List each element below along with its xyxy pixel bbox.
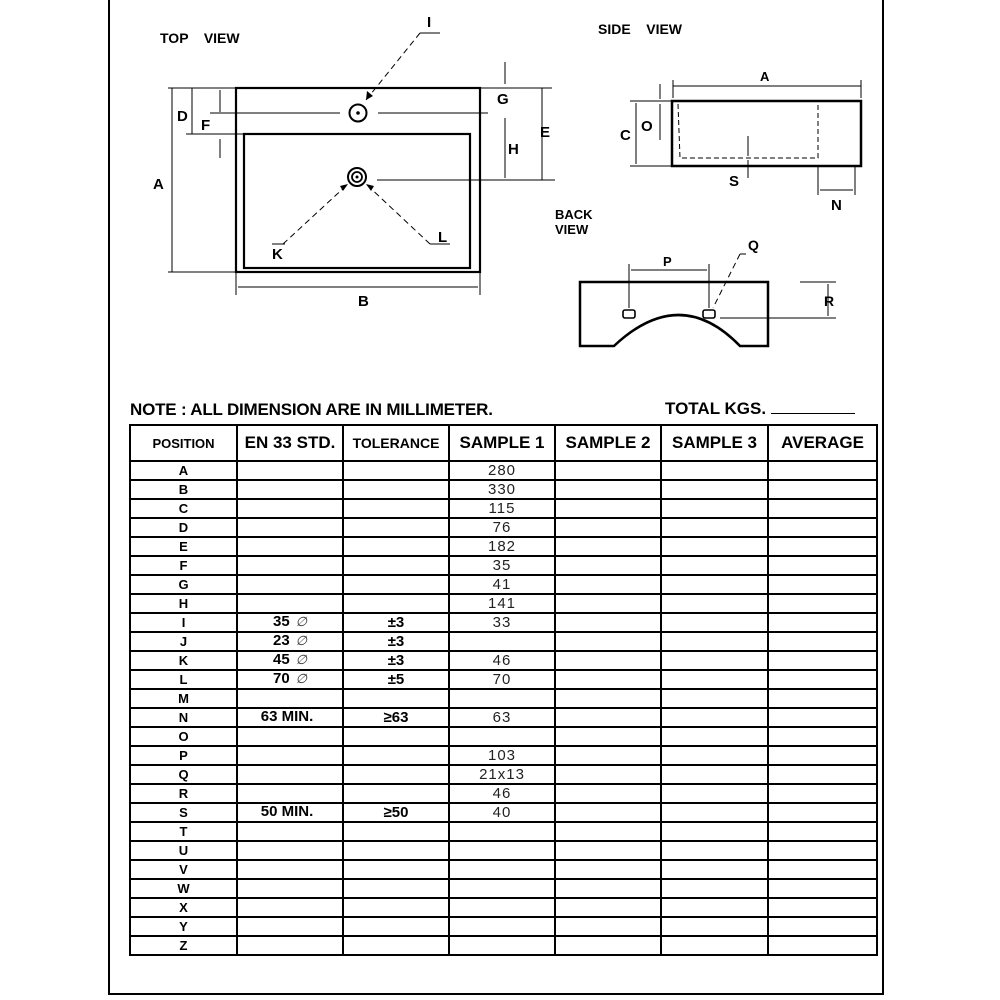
cell-average[interactable] <box>768 936 877 955</box>
cell-sample-2[interactable] <box>555 499 661 518</box>
dim-label-d: D <box>177 108 188 125</box>
cell-tolerance <box>343 765 449 784</box>
cell-sample-3[interactable] <box>661 461 768 480</box>
std-value: 63 MIN. <box>260 708 314 725</box>
cell-sample-2[interactable] <box>555 746 661 765</box>
arrowhead-k <box>340 184 348 191</box>
back-view <box>580 254 836 346</box>
cell-sample-1[interactable] <box>449 879 555 898</box>
cell-average[interactable] <box>768 613 877 632</box>
cell-average[interactable] <box>768 518 877 537</box>
cell-sample-1[interactable]: 182 <box>449 537 555 556</box>
cell-tolerance: ±5 <box>343 670 449 689</box>
cell-sample-3[interactable] <box>661 765 768 784</box>
cell-sample-2[interactable] <box>555 822 661 841</box>
top-view-dimension-lines <box>168 33 555 295</box>
cell-en33-std <box>237 765 343 784</box>
cell-sample-3[interactable] <box>661 784 768 803</box>
back-view-dimension-lines <box>629 254 836 318</box>
cell-sample-1[interactable] <box>449 632 555 651</box>
cell-en33-std <box>237 594 343 613</box>
table-row <box>130 575 877 594</box>
cell-en33-std <box>237 936 343 955</box>
cell-position: B <box>130 480 237 499</box>
total-kgs-field[interactable] <box>771 399 855 414</box>
cell-tolerance <box>343 841 449 860</box>
cell-sample-2[interactable] <box>555 670 661 689</box>
cell-en33-std <box>237 480 343 499</box>
table-row <box>130 613 877 632</box>
dim-label-a-top: A <box>153 176 164 193</box>
cell-sample-2[interactable] <box>555 594 661 613</box>
cell-sample-3[interactable] <box>661 689 768 708</box>
cell-sample-2[interactable] <box>555 613 661 632</box>
top-view-title: TOP VIEW <box>160 30 240 46</box>
cell-average[interactable] <box>768 537 877 556</box>
cell-sample-2[interactable] <box>555 651 661 670</box>
cell-average[interactable] <box>768 556 877 575</box>
cell-sample-3[interactable] <box>661 841 768 860</box>
cell-position: N <box>130 708 237 727</box>
table-row <box>130 860 877 879</box>
cell-sample-1[interactable]: 103 <box>449 746 555 765</box>
std-value: 50 MIN. <box>260 803 314 820</box>
table-row <box>130 708 877 727</box>
cell-en33-std <box>237 879 343 898</box>
std-value: 23 <box>272 632 290 649</box>
cell-sample-1[interactable]: 21x13 <box>449 765 555 784</box>
cell-sample-2[interactable] <box>555 708 661 727</box>
table-row <box>130 499 877 518</box>
cell-position: M <box>130 689 237 708</box>
cell-tolerance <box>343 879 449 898</box>
cell-average[interactable] <box>768 632 877 651</box>
cell-sample-3[interactable] <box>661 803 768 822</box>
cell-sample-2[interactable] <box>555 461 661 480</box>
table-row <box>130 480 877 499</box>
header-tolerance: TOLERANCE <box>343 425 449 461</box>
cell-en33-std <box>237 461 343 480</box>
cell-sample-3[interactable] <box>661 879 768 898</box>
cell-position: O <box>130 727 237 746</box>
cell-sample-3[interactable] <box>661 822 768 841</box>
cell-average[interactable] <box>768 917 877 936</box>
dim-label-k: K <box>272 246 283 263</box>
cell-average[interactable] <box>768 803 877 822</box>
cell-tolerance <box>343 784 449 803</box>
table-row <box>130 784 877 803</box>
dim-label-a-side: A <box>760 69 770 84</box>
cell-en33-std <box>237 537 343 556</box>
cell-average[interactable] <box>768 708 877 727</box>
header-average: AVERAGE <box>768 425 877 461</box>
cell-average[interactable] <box>768 860 877 879</box>
cell-sample-1[interactable]: 141 <box>449 594 555 613</box>
cell-position: Y <box>130 917 237 936</box>
cell-en33-std <box>237 651 343 670</box>
cell-sample-3[interactable] <box>661 480 768 499</box>
cell-sample-3[interactable] <box>661 860 768 879</box>
cell-tolerance: ≥50 <box>343 803 449 822</box>
table-row <box>130 594 877 613</box>
cell-en33-std <box>237 784 343 803</box>
header-sample-3: SAMPLE 3 <box>661 425 768 461</box>
cell-en33-std <box>237 689 343 708</box>
cell-tolerance <box>343 936 449 955</box>
back-view-title-2: VIEW <box>555 222 589 237</box>
cell-sample-1[interactable]: 115 <box>449 499 555 518</box>
cell-sample-3[interactable] <box>661 537 768 556</box>
cell-sample-2[interactable] <box>555 689 661 708</box>
cell-position: W <box>130 879 237 898</box>
cell-position: K <box>130 651 237 670</box>
cell-tolerance: ≥63 <box>343 708 449 727</box>
cell-sample-2[interactable] <box>555 879 661 898</box>
cell-sample-1[interactable]: 76 <box>449 518 555 537</box>
cell-position: V <box>130 860 237 879</box>
cell-sample-1[interactable] <box>449 689 555 708</box>
table-row <box>130 537 877 556</box>
header-sample-2: SAMPLE 2 <box>555 425 661 461</box>
dim-label-f: F <box>201 117 211 134</box>
cell-average[interactable] <box>768 841 877 860</box>
cell-sample-1[interactable]: 330 <box>449 480 555 499</box>
waste-outlet-center <box>356 176 359 179</box>
cell-sample-2[interactable] <box>555 784 661 803</box>
cell-average[interactable] <box>768 670 877 689</box>
dim-label-p: P <box>663 254 672 269</box>
cell-sample-2[interactable] <box>555 898 661 917</box>
cell-tolerance: ±3 <box>343 613 449 632</box>
cell-sample-1[interactable]: 63 <box>449 708 555 727</box>
table-row <box>130 822 877 841</box>
cell-tolerance <box>343 537 449 556</box>
cell-average[interactable] <box>768 689 877 708</box>
cell-sample-3[interactable] <box>661 613 768 632</box>
cell-en33-std <box>237 727 343 746</box>
cell-tolerance <box>343 556 449 575</box>
cell-position: I <box>130 613 237 632</box>
arrowhead-i <box>366 91 373 100</box>
cell-tolerance: ±3 <box>343 651 449 670</box>
cell-tolerance <box>343 461 449 480</box>
cell-sample-3[interactable] <box>661 670 768 689</box>
note-dimensions-mm: NOTE : ALL DIMENSION ARE IN MILLIMETER. <box>130 400 493 419</box>
cell-sample-2[interactable] <box>555 765 661 784</box>
cell-average[interactable] <box>768 575 877 594</box>
cell-tolerance <box>343 860 449 879</box>
cell-en33-std <box>237 670 343 689</box>
dim-label-e: E <box>540 124 551 141</box>
cell-sample-2[interactable] <box>555 537 661 556</box>
cell-position: J <box>130 632 237 651</box>
cell-position: H <box>130 594 237 613</box>
cell-tolerance <box>343 898 449 917</box>
table-row <box>130 727 877 746</box>
cell-sample-2[interactable] <box>555 917 661 936</box>
cell-position: U <box>130 841 237 860</box>
technical-drawing <box>0 0 1000 400</box>
cell-en33-std <box>237 841 343 860</box>
cell-sample-1[interactable] <box>449 822 555 841</box>
cell-en33-std <box>237 556 343 575</box>
cell-position: T <box>130 822 237 841</box>
arrowhead-l <box>366 184 374 191</box>
cell-en33-std <box>237 632 343 651</box>
cell-average[interactable] <box>768 594 877 613</box>
cell-en33-std <box>237 898 343 917</box>
dim-label-s: S <box>729 173 740 190</box>
cell-average[interactable] <box>768 765 877 784</box>
table-row <box>130 670 877 689</box>
cell-sample-2[interactable] <box>555 803 661 822</box>
table-row <box>130 898 877 917</box>
cell-sample-3[interactable] <box>661 632 768 651</box>
cell-en33-std <box>237 860 343 879</box>
cell-position: C <box>130 499 237 518</box>
dim-label-g: G <box>497 91 509 108</box>
cell-average[interactable] <box>768 879 877 898</box>
cell-position: F <box>130 556 237 575</box>
table-header-row <box>130 425 877 461</box>
dim-label-q: Q <box>748 237 759 253</box>
cell-tolerance <box>343 518 449 537</box>
header-position: POSITION <box>130 425 237 461</box>
cell-average[interactable] <box>768 499 877 518</box>
cell-sample-1[interactable] <box>449 936 555 955</box>
cell-sample-2[interactable] <box>555 727 661 746</box>
table-row <box>130 651 877 670</box>
dim-label-n: N <box>831 197 842 214</box>
cell-sample-3[interactable] <box>661 499 768 518</box>
diameter-symbol: ∅ <box>295 634 307 649</box>
cell-sample-2[interactable] <box>555 556 661 575</box>
back-outline <box>580 282 768 346</box>
table-row <box>130 461 877 480</box>
table-row <box>130 879 877 898</box>
dim-label-i: I <box>427 14 432 31</box>
table-row <box>130 689 877 708</box>
cell-average[interactable] <box>768 784 877 803</box>
cell-average[interactable] <box>768 461 877 480</box>
cell-sample-1[interactable]: 40 <box>449 803 555 822</box>
cell-sample-3[interactable] <box>661 651 768 670</box>
dim-label-r: R <box>824 293 835 309</box>
side-view-dimension-lines <box>630 80 861 195</box>
table-row <box>130 746 877 765</box>
cell-sample-2[interactable] <box>555 841 661 860</box>
cell-tolerance: ±3 <box>343 632 449 651</box>
cell-tolerance <box>343 480 449 499</box>
cell-en33-std <box>237 822 343 841</box>
cell-en33-std <box>237 708 343 727</box>
cell-sample-2[interactable] <box>555 575 661 594</box>
table-body <box>130 461 877 955</box>
cell-sample-3[interactable] <box>661 936 768 955</box>
table-row <box>130 803 877 822</box>
table-row <box>130 765 877 784</box>
cell-tolerance <box>343 689 449 708</box>
cell-sample-1[interactable] <box>449 898 555 917</box>
cell-position: X <box>130 898 237 917</box>
cell-position: R <box>130 784 237 803</box>
cell-sample-1[interactable] <box>449 860 555 879</box>
dim-label-h: H <box>508 141 519 158</box>
cell-en33-std <box>237 746 343 765</box>
cell-average[interactable] <box>768 822 877 841</box>
side-outline <box>672 101 861 166</box>
cell-sample-2[interactable] <box>555 518 661 537</box>
cell-en33-std <box>237 803 343 822</box>
cell-tolerance <box>343 917 449 936</box>
back-view-title-1: BACK <box>555 207 593 222</box>
diameter-symbol: ∅ <box>295 653 307 668</box>
table-row <box>130 556 877 575</box>
cell-sample-1[interactable] <box>449 727 555 746</box>
total-kgs-label: TOTAL KGS. <box>665 399 767 418</box>
cell-sample-2[interactable] <box>555 860 661 879</box>
total-kgs <box>665 399 855 419</box>
diameter-symbol: ∅ <box>295 615 307 630</box>
dimension-table <box>129 424 878 956</box>
cell-position: Q <box>130 765 237 784</box>
cell-sample-1[interactable] <box>449 917 555 936</box>
cell-sample-1[interactable]: 280 <box>449 461 555 480</box>
cell-sample-3[interactable] <box>661 917 768 936</box>
cell-position: P <box>130 746 237 765</box>
cell-sample-1[interactable]: 41 <box>449 575 555 594</box>
cell-position: S <box>130 803 237 822</box>
cell-position: E <box>130 537 237 556</box>
cell-position: D <box>130 518 237 537</box>
cell-sample-1[interactable]: 33 <box>449 613 555 632</box>
cell-average[interactable] <box>768 480 877 499</box>
back-hole-right <box>703 310 715 318</box>
side-view <box>630 80 861 195</box>
cell-sample-1[interactable]: 46 <box>449 784 555 803</box>
side-view-title: SIDE VIEW <box>598 21 683 37</box>
cell-en33-std <box>237 499 343 518</box>
cell-average[interactable] <box>768 727 877 746</box>
diameter-symbol: ∅ <box>295 672 307 687</box>
cell-sample-3[interactable] <box>661 594 768 613</box>
cell-position: L <box>130 670 237 689</box>
dim-label-o: O <box>641 118 653 135</box>
cell-sample-3[interactable] <box>661 518 768 537</box>
cell-average[interactable] <box>768 898 877 917</box>
table-row <box>130 841 877 860</box>
std-value: 70 <box>272 670 290 687</box>
cell-sample-2[interactable] <box>555 632 661 651</box>
table-row <box>130 632 877 651</box>
cell-sample-3[interactable] <box>661 708 768 727</box>
dim-label-l: L <box>438 229 448 246</box>
table-row <box>130 518 877 537</box>
cell-sample-1[interactable] <box>449 841 555 860</box>
cell-sample-1[interactable]: 46 <box>449 651 555 670</box>
std-value: 35 <box>272 613 290 630</box>
cell-sample-3[interactable] <box>661 898 768 917</box>
cell-sample-3[interactable] <box>661 556 768 575</box>
cell-en33-std <box>237 575 343 594</box>
cell-sample-2[interactable] <box>555 480 661 499</box>
cell-tolerance <box>343 727 449 746</box>
cell-en33-std <box>237 518 343 537</box>
header-en33-std: EN 33 STD. <box>237 425 343 461</box>
cell-position: G <box>130 575 237 594</box>
cell-position: A <box>130 461 237 480</box>
cell-tolerance <box>343 575 449 594</box>
dim-label-c: C <box>620 127 631 144</box>
dim-label-b: B <box>358 293 369 310</box>
cell-sample-1[interactable]: 35 <box>449 556 555 575</box>
cell-tolerance <box>343 822 449 841</box>
top-view <box>168 33 555 295</box>
cell-tolerance <box>343 499 449 518</box>
cell-tolerance <box>343 746 449 765</box>
std-value: 45 <box>272 651 290 668</box>
top-view-leaders <box>283 33 430 244</box>
cell-sample-3[interactable] <box>661 575 768 594</box>
cell-position: Z <box>130 936 237 955</box>
cell-sample-3[interactable] <box>661 727 768 746</box>
cell-en33-std <box>237 917 343 936</box>
tap-hole-center <box>356 111 360 115</box>
cell-sample-2[interactable] <box>555 936 661 955</box>
cell-average[interactable] <box>768 746 877 765</box>
cell-tolerance <box>343 594 449 613</box>
back-hole-left <box>623 310 635 318</box>
table-row <box>130 917 877 936</box>
cell-average[interactable] <box>768 651 877 670</box>
cell-sample-1[interactable]: 70 <box>449 670 555 689</box>
cell-sample-3[interactable] <box>661 746 768 765</box>
cell-en33-std <box>237 613 343 632</box>
header-sample-1: SAMPLE 1 <box>449 425 555 461</box>
table-row <box>130 936 877 955</box>
